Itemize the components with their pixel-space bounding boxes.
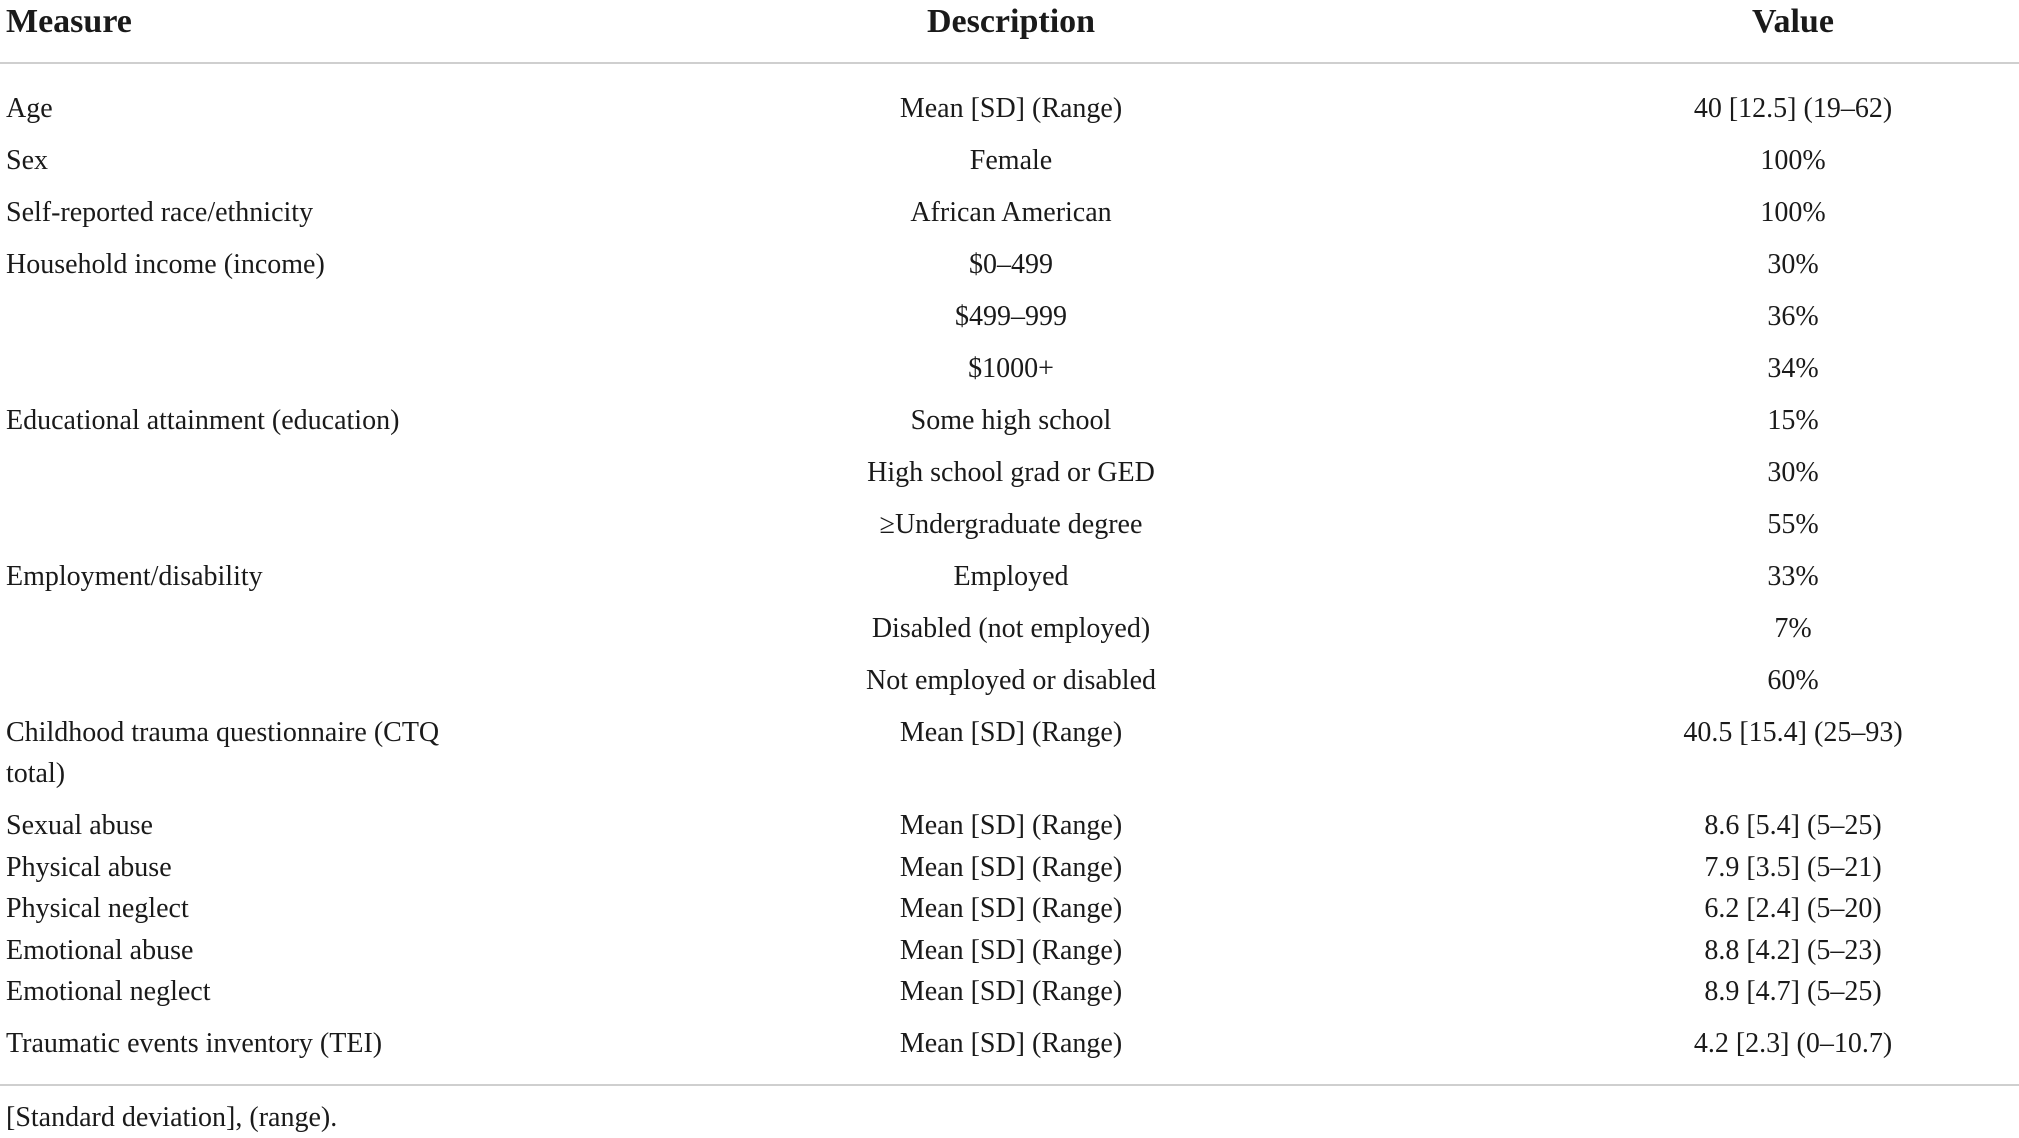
- cell-description: $1000+: [968, 353, 1054, 384]
- cell-value: 8.9 [4.7] (5–25): [1704, 976, 1882, 1007]
- cell-description: Mean [SD] (Range): [899, 810, 1123, 841]
- table-footnote: [Standard deviation], (range).: [6, 1102, 338, 1133]
- cell-value: 8.6 [5.4] (5–25): [1704, 810, 1882, 841]
- header-measure: Measure: [6, 3, 132, 40]
- cell-description: ≥Undergraduate degree: [879, 509, 1143, 540]
- cell-measure: Emotional abuse: [6, 935, 194, 966]
- cell-value: 6.2 [2.4] (5–20): [1704, 893, 1882, 924]
- cell-measure: Physical abuse: [6, 852, 172, 883]
- cell-measure: Sexual abuse: [6, 810, 153, 841]
- cell-description: $499–999: [955, 301, 1067, 332]
- cell-description: Mean [SD] (Range): [899, 1028, 1123, 1059]
- cell-measure: Educational attainment (education): [6, 405, 400, 436]
- cell-value: 7%: [1774, 613, 1812, 644]
- cell-value: 15%: [1767, 405, 1819, 436]
- cell-value: 33%: [1767, 561, 1819, 592]
- cell-description: African American: [910, 197, 1112, 228]
- cell-value: 100%: [1760, 145, 1826, 176]
- cell-measure: Sex: [6, 145, 48, 176]
- cell-value: 36%: [1767, 301, 1819, 332]
- cell-measure: Physical neglect: [6, 893, 189, 924]
- cell-measure: Childhood trauma questionnaire (CTQ total): [6, 717, 440, 789]
- cell-value: 60%: [1767, 665, 1819, 696]
- header-value: Value: [1752, 3, 1834, 40]
- cell-description: Mean [SD] (Range): [899, 717, 1123, 748]
- cell-value: 34%: [1767, 353, 1819, 384]
- cell-measure: Employment/disability: [6, 561, 263, 592]
- cell-measure: Emotional neglect: [6, 976, 211, 1007]
- cell-value: 7.9 [3.5] (5–21): [1704, 852, 1882, 883]
- cell-value: 4.2 [2.3] (0–10.7): [1693, 1028, 1893, 1059]
- cell-description: High school grad or GED: [867, 457, 1155, 488]
- cell-value: 8.8 [4.2] (5–23): [1704, 935, 1882, 966]
- cell-value: 30%: [1767, 249, 1819, 280]
- footer-divider: [0, 1084, 2019, 1086]
- cell-measure: Self-reported race/ethnicity: [6, 197, 314, 228]
- cell-description: Mean [SD] (Range): [899, 935, 1123, 966]
- cell-description: Mean [SD] (Range): [899, 93, 1123, 124]
- cell-value: 55%: [1767, 509, 1819, 540]
- cell-value: 100%: [1760, 197, 1826, 228]
- cell-measure: Traumatic events inventory (TEI): [6, 1028, 383, 1059]
- cell-description: Not employed or disabled: [865, 665, 1157, 696]
- cell-description: Mean [SD] (Range): [899, 976, 1123, 1007]
- cell-description: Mean [SD] (Range): [899, 852, 1123, 883]
- cell-value: 30%: [1767, 457, 1819, 488]
- cell-description: $0–499: [969, 249, 1053, 280]
- cell-value: 40.5 [15.4] (25–93): [1683, 717, 1903, 748]
- cell-description: Female: [969, 145, 1053, 176]
- cell-measure: Age: [6, 93, 53, 124]
- header-divider: [0, 62, 2019, 64]
- cell-measure: Household income (income): [6, 249, 325, 280]
- table-header: [0, 0, 2019, 44]
- cell-value: 40 [12.5] (19–62): [1693, 93, 1893, 124]
- cell-description: Employed: [953, 561, 1069, 592]
- cell-description: Mean [SD] (Range): [899, 893, 1123, 924]
- cell-description: Disabled (not employed): [871, 613, 1151, 644]
- header-description: Description: [926, 3, 1096, 40]
- cell-description: Some high school: [910, 405, 1112, 436]
